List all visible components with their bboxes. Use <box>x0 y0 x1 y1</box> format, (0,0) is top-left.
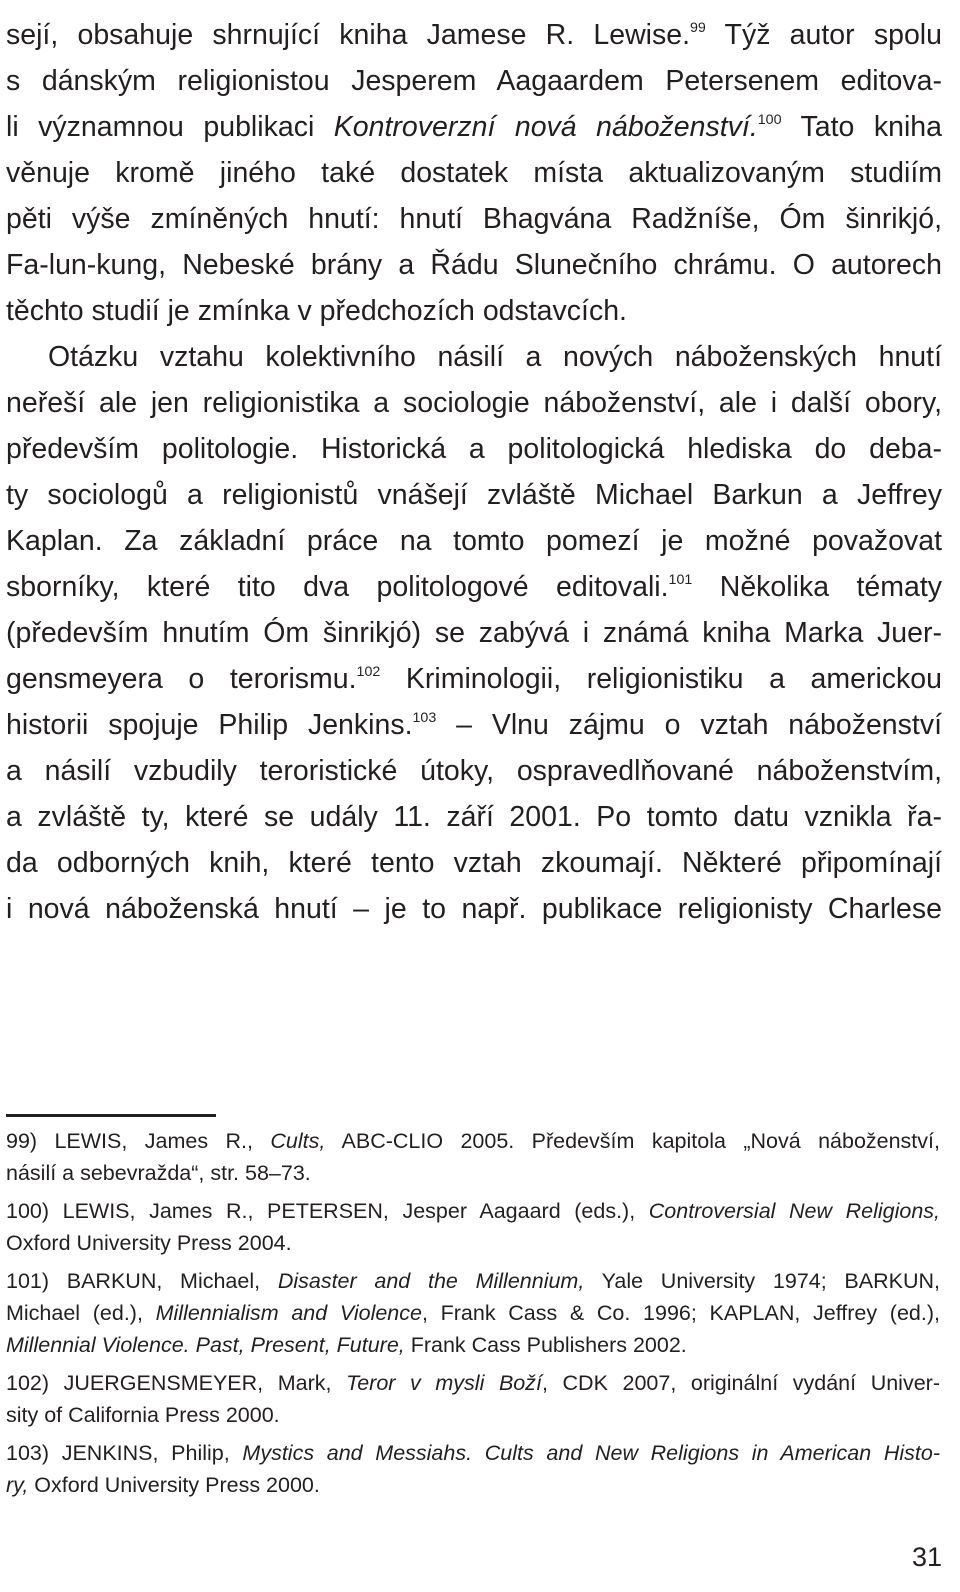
text-run: Několika tématy <box>692 571 942 603</box>
body-line <box>6 748 942 794</box>
text-run: Frank Cass Publishers 2002. <box>404 1333 687 1357</box>
body-line <box>6 610 942 656</box>
text-run: , CDK 2007, originální vydání Univer- <box>541 1371 940 1395</box>
footnote-line <box>6 1367 940 1399</box>
footnote-line <box>6 1329 940 1361</box>
italic-text: Controversial New Religions, <box>648 1199 940 1223</box>
text-run: věnuje kromě jiného také dostatek místa aktualizovaným studiím <box>6 157 942 189</box>
footnote-ref: 103 <box>412 709 437 726</box>
text-run: ty sociologů a religionistů vnášejí zvláště Michael Barkun a Jeffrey <box>6 479 942 511</box>
text-run: Kaplan. Za základní práce na tomto pomezí je možné považovat <box>6 525 942 557</box>
text-run: Oxford University Press 2000. <box>28 1473 320 1497</box>
text-run: da odborných knih, které tento vztah zkoumají. Některé připomínají <box>6 847 942 879</box>
text-run: a zvláště ty, které se udály 11. září 2001. Po tomto datu vznikla řa- <box>6 801 942 833</box>
text-run: 103) JENKINS, Philip, <box>6 1441 243 1465</box>
footnote-line <box>6 1157 940 1189</box>
footnote-ref: 100 <box>757 111 782 128</box>
text-run: 99) LEWIS, James R., <box>6 1129 271 1153</box>
body-line <box>6 104 942 150</box>
italic-text: Disaster and the Millennium, <box>277 1269 585 1293</box>
italic-text: Teror v mysli Boží <box>346 1371 542 1395</box>
body-line <box>6 564 942 610</box>
footnote-line <box>6 1399 940 1431</box>
footnote-line <box>6 1125 940 1157</box>
footnote-line <box>6 1297 940 1329</box>
text-run: , Frank Cass & Co. 1996; KAPLAN, Jeffrey (ed.), <box>421 1301 940 1325</box>
footnote-ref: 102 <box>356 663 381 680</box>
italic-text: Kontroverzní nová náboženství. <box>333 111 758 143</box>
text-run: ABC-CLIO 2005. Především kapitola „Nová náboženství, <box>325 1129 940 1153</box>
text-run: Yale University 1974; BARKUN, <box>584 1269 940 1293</box>
text-run: s dánským religionistou Jesperem Aagaardem Petersenem editova- <box>6 65 942 97</box>
text-run: sborníky, které tito dva politologové editovali. <box>6 571 669 603</box>
text-run: a násilí vzbudily teroristické útoky, ospravedlňované náboženstvím, <box>6 755 942 787</box>
text-run: Michael (ed.), <box>6 1301 156 1325</box>
footnote-line <box>6 1195 940 1227</box>
text-run: pěti výše zmíněných hnutí: hnutí Bhagvána Radžníše, Óm šinrikjó, <box>6 203 942 235</box>
italic-text: Cults, <box>270 1129 326 1153</box>
body-line <box>6 12 942 58</box>
body-line <box>6 334 942 380</box>
footnote-ref: 101 <box>668 571 693 588</box>
body-line <box>6 472 942 518</box>
footnote-line <box>6 1227 940 1259</box>
text-run: neřeší ale jen religionistika a sociologie náboženství, ale i další obory, <box>6 387 942 419</box>
text-run: těchto studií je zmínka v předchozích odstavcích. <box>6 295 627 327</box>
text-run: Kriminologii, religionistiku a americkou <box>380 663 942 695</box>
text-run: především politologie. Historická a politologická hlediska do deba- <box>6 433 942 465</box>
text-run: sity of California Press 2000. <box>6 1403 280 1427</box>
footnote-line <box>6 1265 940 1297</box>
text-run: 101) BARKUN, Michael, <box>6 1269 278 1293</box>
body-line <box>6 886 942 932</box>
body-line <box>6 58 942 104</box>
text-run: Fa-lun-kung, Nebeské brány a Řádu Slunečního chrámu. O autorech <box>6 249 942 281</box>
footnote-divider <box>6 1114 216 1117</box>
body-line <box>6 518 942 564</box>
body-line <box>6 656 942 702</box>
italic-text: Millennialism and Violence <box>155 1301 422 1325</box>
text-run: Tato kniha <box>781 111 942 143</box>
body-line <box>6 426 942 472</box>
body-line <box>6 150 942 196</box>
footnote-line <box>6 1469 940 1501</box>
italic-text: ry, <box>6 1473 29 1497</box>
text-run: násilí a sebevražda“, str. 58–73. <box>6 1161 311 1185</box>
text-run: gensmeyera o terorismu. <box>6 663 357 695</box>
text-run: (především hnutím Óm šinrikjó) se zabývá i známá kniha Marka Juer- <box>6 617 942 649</box>
text-run: Otázku vztahu kolektivního násilí a nových náboženských hnutí <box>48 341 942 373</box>
text-run: li významnou publikaci <box>6 111 334 143</box>
page-number: 31 <box>911 1542 942 1572</box>
italic-text: Millennial Violence. Past, Present, Future, <box>6 1333 405 1357</box>
body-line <box>6 288 942 334</box>
body-line <box>6 702 942 748</box>
text-run: Týž autor spolu <box>705 19 942 51</box>
italic-text: Mystics and Messiahs. Cults and New Religions in American Histo- <box>242 1441 940 1465</box>
body-line <box>6 380 942 426</box>
text-run: historii spojuje Philip Jenkins. <box>6 709 413 741</box>
text-run: Oxford University Press 2004. <box>6 1231 292 1255</box>
body-line <box>6 242 942 288</box>
text-run: 100) LEWIS, James R., PETERSEN, Jesper Aagaard (eds.), <box>6 1199 649 1223</box>
text-run: – Vlnu zájmu o vztah náboženství <box>436 709 942 741</box>
footnote-line <box>6 1437 940 1469</box>
text-run: sejí, obsahuje shrnující kniha Jamese R. Lewise. <box>6 19 690 51</box>
text-run: 102) JUERGENSMEYER, Mark, <box>6 1371 347 1395</box>
body-line <box>6 794 942 840</box>
footnote-ref: 99 <box>690 19 706 36</box>
body-line <box>6 196 942 242</box>
body-line <box>6 840 942 886</box>
text-run: i nová náboženská hnutí – je to např. publikace religionisty Charlese <box>6 893 942 925</box>
